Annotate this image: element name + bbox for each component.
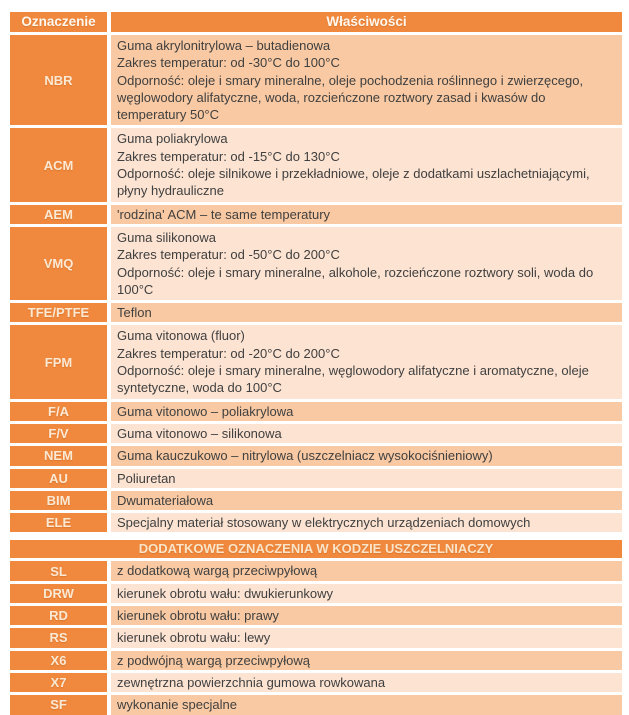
seal-code: RD [10,606,107,625]
material-description-line: Zakres temperatur: od -50°C do 200°C [117,247,340,263]
material-code: F/V [10,424,107,443]
section2-title: DODATKOWE OZNACZENIA W KODZIE USZCZELNIACZY [10,540,622,558]
table-header-row [10,12,622,32]
seal-code-description: z podwójną wargą przeciwpyłową [117,652,310,668]
material-description-line: Zakres temperatur: od -30°C do 100°C [117,55,340,71]
material-row-tfe-ptfe [10,303,622,322]
code-row-sl [10,561,622,580]
code-row-sf [10,695,622,714]
seal-code: RS [10,628,107,647]
material-description-line: Teflon [117,305,152,321]
seal-code-description: zewnętrzna powierzchnia gumowa rowkowana [117,674,386,690]
seal-code-description: wykonanie specjalne [117,697,237,713]
material-code: TFE/PTFE [10,303,107,322]
material-row-au [10,469,622,488]
material-description-line: Guma vitonowa (fluor) [117,328,245,344]
seal-code-description: kierunek obrotu wału: lewy [117,630,271,646]
code-row-rd [10,606,622,625]
column-header-properties: Właściwości [111,12,622,32]
material-code: NBR [10,35,107,125]
material-code: AEM [10,205,107,224]
material-description-line: Specjalny materiał stosowany w elektrycznych urządzeniach domowych [117,515,531,531]
material-description-line: Odporność: oleje i smary mineralne, węglowodory alifatyczne i aromatyczne, oleje syntetyczne, woda do 100°C [117,363,589,396]
material-row-fpm [10,325,622,398]
material-description-line: 'rodzina' ACM – te same temperatury [117,206,331,222]
material-code: AU [10,469,107,488]
material-description-line: Poliuretan [117,470,176,486]
material-description-line: Odporność: oleje silnikowe i przekładniowe, oleje z dodatkami uszlachetniającymi, płyny hydrauliczne [117,166,590,199]
material-code: NEM [10,446,107,465]
material-description-line: Dwumateriałowa [117,492,214,508]
material-row-nem [10,446,622,465]
material-description-line: Zakres temperatur: od -20°C do 200°C [117,345,340,361]
material-description-line: Guma poliakrylowa [117,131,228,147]
material-row-aem [10,205,622,224]
seal-code-description: z dodatkową wargą przeciwpyłową [117,563,318,579]
code-row-x7 [10,673,622,692]
material-description-line: Guma akrylonitrylowa – butadienowa [117,38,331,53]
seal-code: SL [10,561,107,580]
material-description-line: Odporność: oleje i smary mineralne, alkohole, rozcieńczone roztwory soli, woda do 100°C [117,264,594,297]
material-row-fv [10,424,622,443]
material-code: F/A [10,402,107,421]
material-code: FPM [10,325,107,398]
material-code: BIM [10,491,107,510]
material-description-line: Guma vitonowo – silikonowa [117,425,282,441]
material-row-nbr [10,35,622,125]
material-row-bim [10,491,622,510]
seal-code: DRW [10,584,107,603]
material-row-ele [10,513,622,532]
material-code: ELE [10,513,107,532]
code-row-drw [10,584,622,603]
material-description-line: Guma kauczukowo – nitrylowa (uszczelniacz wysokociśnieniowy) [117,448,493,464]
seal-code: X6 [10,651,107,670]
material-description-line: Zakres temperatur: od -15°C do 130°C [117,148,340,164]
seal-code-description: kierunek obrotu wału: prawy [117,608,279,624]
material-description-line: Guma vitonowo – poliakrylowa [117,403,294,419]
column-header-designation: Oznaczenie [10,12,107,32]
material-code: VMQ [10,227,107,300]
seal-code: X7 [10,673,107,692]
material-code: ACM [10,128,107,201]
code-row-x6 [10,651,622,670]
material-description-line: Guma silikonowa [117,229,216,245]
material-row-fa [10,402,622,421]
material-description-line: Odporność: oleje i smary mineralne, oleje pochodzenia roślinnego i zwierzęcego, węglowodory alifatyczne, woda, rozcieńczone roztwory zasad i kwasów do temperatury 50°C [117,72,584,123]
material-row-vmq [10,227,622,300]
material-row-acm [10,128,622,201]
seal-code-description: kierunek obrotu wału: dwukierunkowy [117,585,334,601]
code-row-rs [10,628,622,647]
seal-code: SF [10,695,107,714]
